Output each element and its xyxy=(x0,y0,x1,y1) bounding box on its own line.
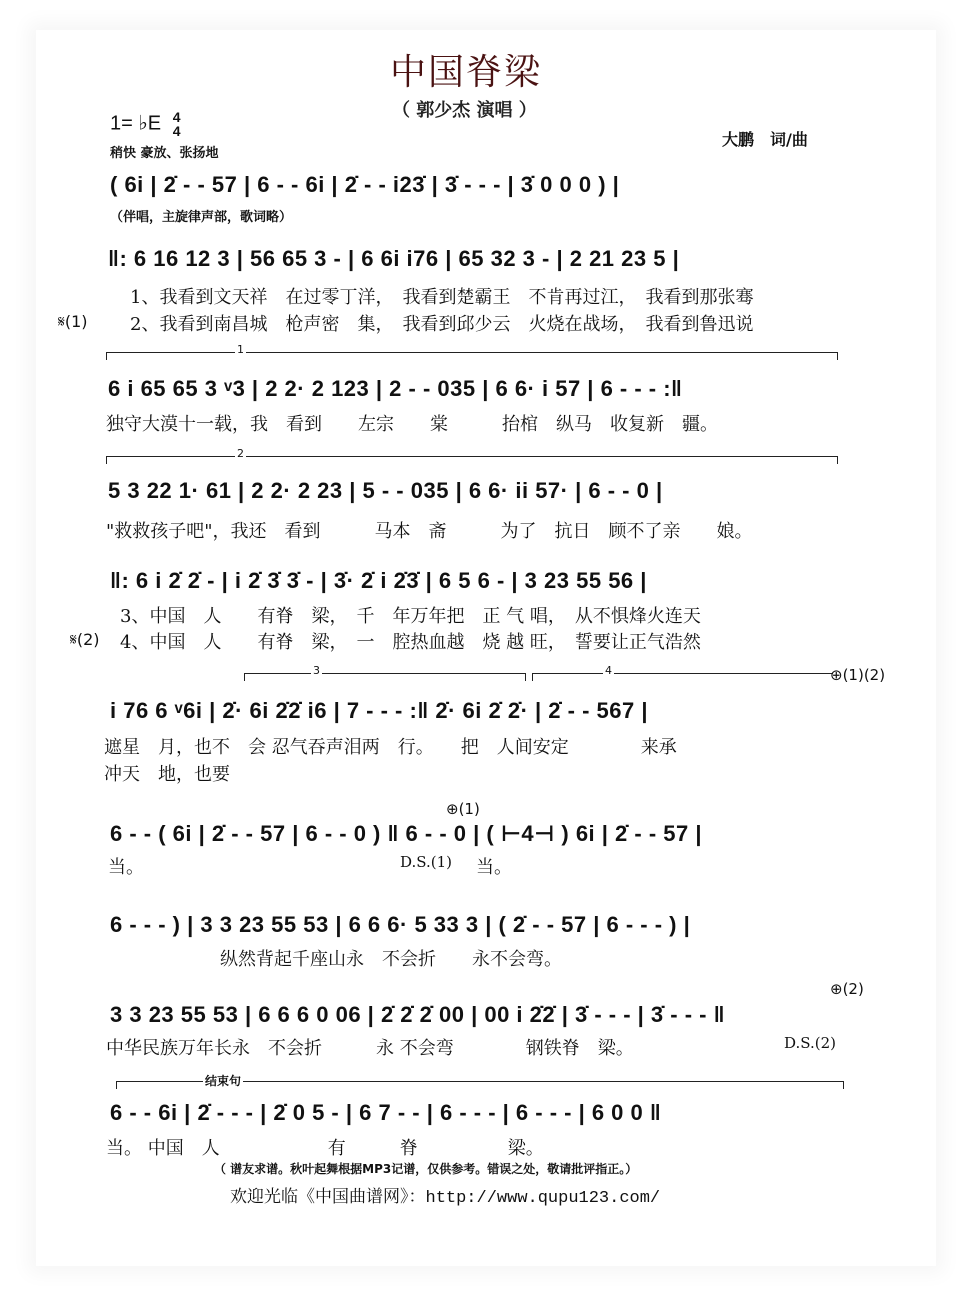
tempo-marking: 稍快 豪放、张扬地 xyxy=(110,146,219,161)
coda-1-icon: ⊕(1) xyxy=(446,800,480,818)
intro-note: （伴唱，主旋律声部，歌词略） xyxy=(110,210,293,225)
notation-line-8: 3 3 23 55 53 | 6 6 6 0 06 | 2̇ 2̇ 2̇ 00 | 00 i 2̇2̇ | 3̇ - - - | 3̇ - - - ‖ xyxy=(110,1002,726,1027)
notation-line-4: ‖: 6 i 2̇ 2̇ - | i 2̇ 3̇ 3̇ - | 3̇· 2̇ i 2̇3̇ | 6 5 6 - | 3 23 55 56 | xyxy=(110,568,647,593)
lyrics-verse-4: 4、中国 人 有脊 梁， 一 腔热血越 烧 越 旺， 誓要让正气浩然 xyxy=(120,632,701,653)
lyrics-verse-2: 2、我看到南昌城 枪声密 集， 我看到邱少云 火烧在战场， 我看到鲁迅说 xyxy=(130,314,754,335)
ds-2-marking: D.S.(2) xyxy=(784,1034,837,1052)
volta-bracket-2: 2 xyxy=(106,456,838,464)
segno-1-icon: 𝄋(1) xyxy=(58,312,88,331)
lyrics-line-7: 纵然背起千座山永 不会折 永不会弯。 xyxy=(220,949,562,970)
notation-line-1: ‖: 6 16 12 3 | 56 65 3 - | 6 6i i76 | 65 32 3 - | 2 21 23 5 | xyxy=(108,246,680,271)
segno-2-icon: 𝄋(2) xyxy=(70,630,100,649)
author-credit: 大鹏 词/曲 xyxy=(722,130,808,149)
lyrics-verse-1: 1、我看到文天祥 在过零丁洋， 我看到楚霸王 不肯再过江， 我看到那张骞 xyxy=(130,287,754,308)
site-credit xyxy=(230,1182,660,1208)
lyrics-line-6b: 当。 xyxy=(476,857,512,878)
volta-bracket-4: 4 xyxy=(532,673,833,681)
coda-icon: ⊕(1)(2) xyxy=(830,666,886,684)
coda-2-icon: ⊕(2) xyxy=(830,980,864,998)
lyrics-line-5b: 冲天 地，也要 xyxy=(104,764,230,785)
notation-line-9: 6 - - 6i | 2̇ - - - | 2̇ 0 5 - | 6 7 - - | 6 - - - | 6 - - - | 6 0 0 ‖ xyxy=(110,1100,662,1125)
key-signature xyxy=(110,110,181,138)
song-title: 中国脊梁 xyxy=(390,52,543,93)
key-label: 1= ♭E xyxy=(110,112,162,135)
volta-bracket-3: 3 xyxy=(244,673,526,681)
time-signature: 4 4 xyxy=(172,109,181,139)
notation-line-3: 5 3 22 1· 61 | 2 2· 2 23 | 5 - - 035 | 6 6· ii 57· | 6 - - 0 | xyxy=(108,478,663,503)
ending-bracket: 结束句 xyxy=(116,1081,844,1089)
lyrics-verse-3: 3、中国 人 有脊 梁， 千 年万年把 正 气 唱， 从不惧烽火连天 xyxy=(120,606,701,627)
notation-line-5: i 76 6 ᵛ6i | 2̇· 6i 2̇2̇ i6 | 7 - - - :‖ 2̇· 6i 2̇ 2̇· | 2̇ - - 567 | xyxy=(110,698,648,723)
notation-line-6: 6 - - ( 6i | 2̇ - - 57 | 6 - - 0 ) ‖ 6 - - 0 | ( ⊢4⊣ ) 6i | 2̇ - - 57 | xyxy=(110,821,703,846)
lyrics-line-3: "救救孩子吧"，我还 看到 马本 斋 为了 抗日 顾不了亲 娘。 xyxy=(106,521,753,542)
notation-line-intro: ( 6i | 2̇ - - 57 | 6 - - 6i | 2̇ - - i23̇ | 3̇ - - - | 3̇ 0 0 0 ) | xyxy=(110,172,620,197)
lyrics-line-2: 独守大漠十一载，我 看到 左宗 棠 抬棺 纵马 收复新 疆。 xyxy=(106,414,718,435)
lyrics-line-6a: 当。 xyxy=(108,857,144,878)
welcome-text: 欢迎光临《中国曲谱网》： xyxy=(230,1187,426,1207)
transcription-note: （ 谱友求谱。秋叶起舞根据MP3记谱，仅供参考。错误之处，敬请批评指正。） xyxy=(214,1162,638,1176)
lyrics-line-9: 当。 中国 人 有 脊 梁。 xyxy=(106,1138,544,1159)
ds-1-marking: D.S.(1) xyxy=(400,853,453,871)
site-url-link[interactable]: http://www.qupu123.com/ xyxy=(425,1189,661,1208)
notation-line-7: 6 - - - ) | 3 3 23 55 53 | 6 6 6· 5 33 3 | ( 2̇ - - 57 | 6 - - - ) | xyxy=(110,912,691,937)
lyrics-line-5a: 遮星 月，也不 会 忍气吞声泪两 行。 把 人间安定 来承 xyxy=(104,737,677,758)
lyrics-line-8: 中华民族万年长永 不会折 永 不会弯 钢铁脊 梁。 xyxy=(106,1038,634,1059)
performer: （ 郭少杰 演唱 ） xyxy=(392,100,537,121)
notation-line-2: 6 i 65 65 3 ᵛ3 | 2 2· 2 123 | 2 - - 035 | 6 6· i 57 | 6 - - - :‖ xyxy=(108,376,683,401)
volta-bracket-1: 1 xyxy=(106,352,838,360)
